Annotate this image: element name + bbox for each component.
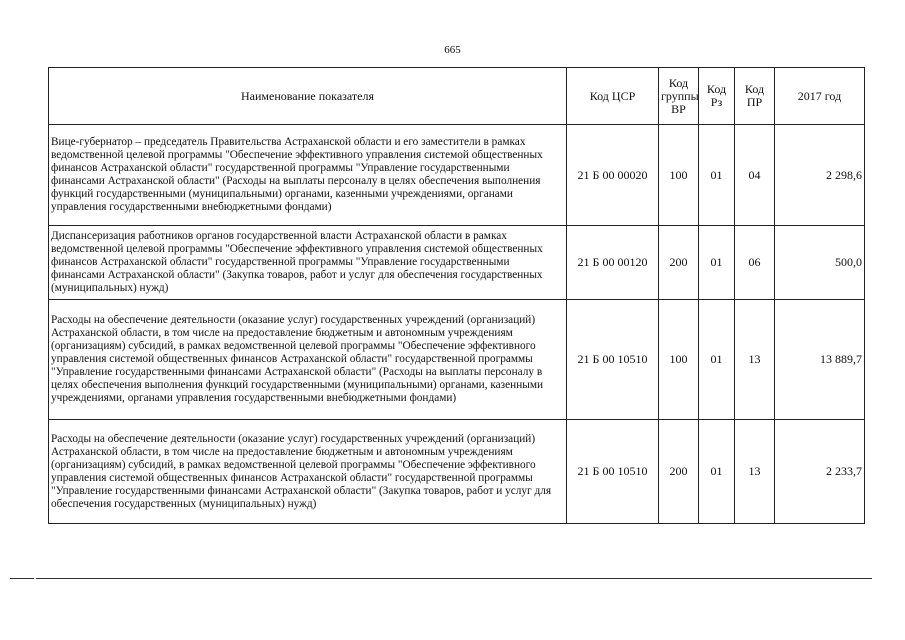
footer-rule bbox=[36, 578, 872, 579]
row-amount: 2 298,6 bbox=[775, 125, 865, 226]
header-name: Наименование показателя bbox=[49, 68, 567, 125]
row-vr: 200 bbox=[659, 420, 699, 524]
row-pr: 13 bbox=[735, 300, 775, 420]
row-rz: 01 bbox=[699, 300, 735, 420]
row-csr: 21 Б 00 10510 bbox=[567, 420, 659, 524]
row-vr: 100 bbox=[659, 125, 699, 226]
header-year: 2017 год bbox=[775, 68, 865, 125]
header-vr: Код группы ВР bbox=[659, 68, 699, 125]
row-pr: 06 bbox=[735, 226, 775, 300]
row-vr: 200 bbox=[659, 226, 699, 300]
row-csr: 21 Б 00 00120 bbox=[567, 226, 659, 300]
row-amount: 2 233,7 bbox=[775, 420, 865, 524]
header-pr: Код ПР bbox=[735, 68, 775, 125]
table-row bbox=[49, 420, 865, 524]
page-number: 665 bbox=[444, 44, 461, 56]
row-csr: 21 Б 00 10510 bbox=[567, 300, 659, 420]
table-row bbox=[49, 300, 865, 420]
row-pr: 13 bbox=[735, 420, 775, 524]
row-name: Вице-губернатор – председатель Правительства Астраханской области и его заместители в рамках ведомственной целевой программы "Обеспечение эффективного управления системой общественных финансов Астраханской области" государственной программы "Управление государственными финансами Астраханской области" (Расходы на выплаты персоналу в целях обеспечения выполнения функций государственными (муниципальными) органами, казенными учреждениями, органами управления государственными внебюджетными фондами) bbox=[49, 125, 567, 226]
row-name: Расходы на обеспечение деятельности (оказание услуг) государственных учреждений (организаций) Астраханской области, в том числе на предоставление бюджетным и автономным учреждениям (организациям) субсидий, в рамках ведомственной целевой программы "Обеспечение эффективного управления системой общественных финансов Астраханской области" государственной программы "Управление государственными финансами Астраханской области" (Расходы на выплаты персоналу в целях обеспечения выполнения функций государственными (муниципальными) органами, казенными учреждениями, органами управления государственными внебюджетными фондами) bbox=[49, 300, 567, 420]
row-amount: 13 889,7 bbox=[775, 300, 865, 420]
footer-rule-left bbox=[10, 578, 34, 579]
header-rz: Код Рз bbox=[699, 68, 735, 125]
header-csr: Код ЦСР bbox=[567, 68, 659, 125]
budget-table bbox=[48, 67, 865, 524]
row-csr: 21 Б 00 00020 bbox=[567, 125, 659, 226]
row-name: Расходы на обеспечение деятельности (оказание услуг) государственных учреждений (организаций) Астраханской области, в том числе на предоставление бюджетным и автономным учреждениям (организациям) субсидий, в рамках ведомственной целевой программы "Обеспечение эффективного управления системой общественных финансов Астраханской области" государственной программы "Управление государственными финансами Астраханской области" (Закупка товаров, работ и услуг для обеспечения государственных (муниципальных) нужд) bbox=[49, 420, 567, 524]
row-name: Диспансеризация работников органов государственной власти Астраханской области в рамках ведомственной целевой программы "Обеспечение эффективного управления системой общественных финансов Астраханской области" государственной программы "Управление государственными финансами Астраханской области" (Закупка товаров, работ и услуг для обеспечения государственных (муниципальных) нужд) bbox=[49, 226, 567, 300]
row-rz: 01 bbox=[699, 125, 735, 226]
table-header-row bbox=[49, 68, 865, 125]
row-rz: 01 bbox=[699, 226, 735, 300]
row-pr: 04 bbox=[735, 125, 775, 226]
table-row bbox=[49, 125, 865, 226]
row-rz: 01 bbox=[699, 420, 735, 524]
row-vr: 100 bbox=[659, 300, 699, 420]
row-amount: 500,0 bbox=[775, 226, 865, 300]
table-row bbox=[49, 226, 865, 300]
